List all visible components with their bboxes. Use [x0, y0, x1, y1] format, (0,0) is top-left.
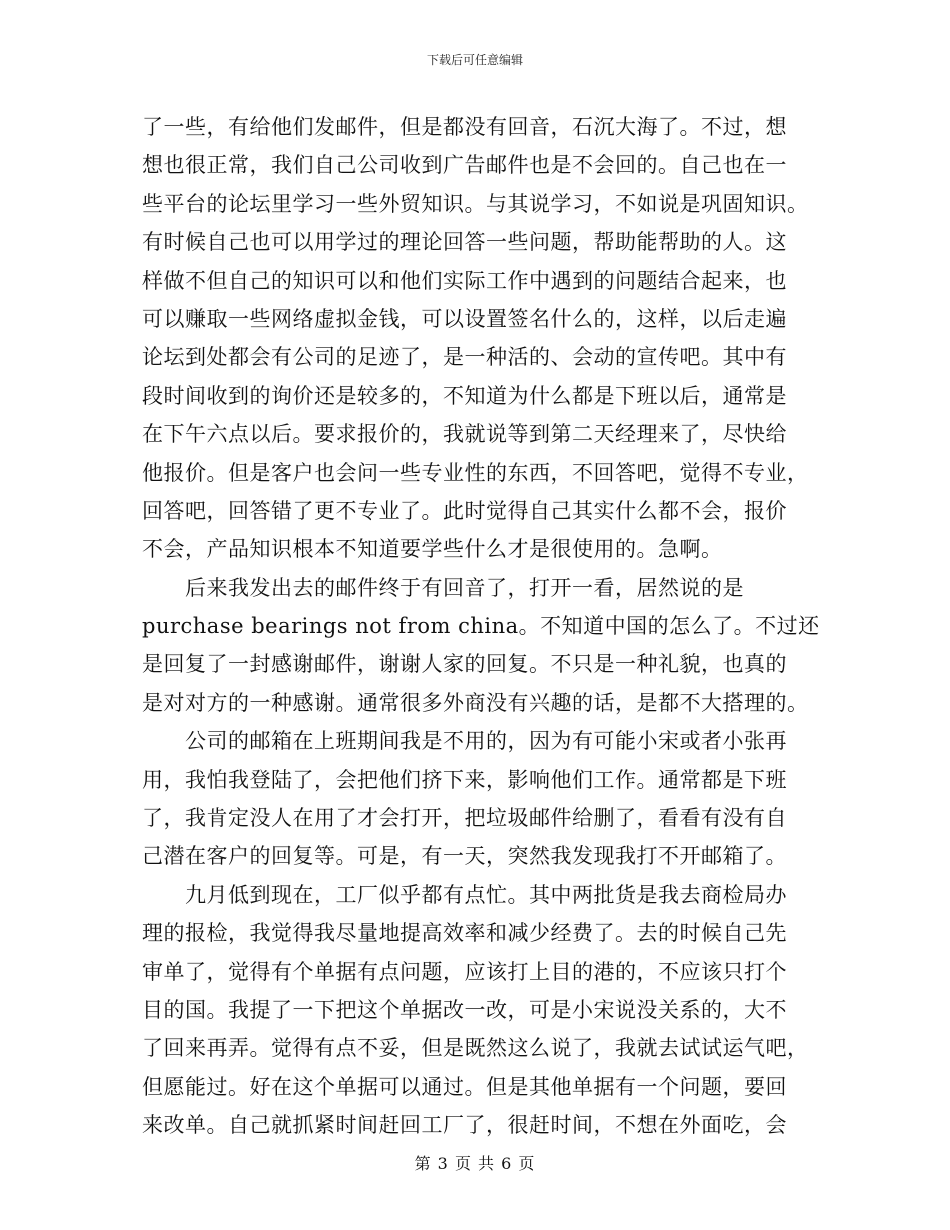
body-line: 九月低到现在，工厂似乎都有点忙。其中两批货是我去商检局办 [185, 882, 787, 907]
body-line: 来改单。自己就抓紧时间赶回工厂了，很赶时间，不想在外面吃，会 [142, 1113, 787, 1138]
body-line: 用，我怕我登陆了，会把他们挤下来，影响他们工作。通常都是下班 [142, 767, 787, 792]
body-line: 论坛到处都会有公司的足迹了，是一种活的、会动的宣传吧。其中有 [142, 345, 787, 370]
body-line: purchase bearings not from china。不知道中国的怎么了。不过还 [142, 614, 820, 639]
body-line: 了，我肯定没人在用了才会打开，把垃圾邮件给删了，看看有没有自 [142, 806, 787, 831]
body-line: 后来我发出去的邮件终于有回音了，打开一看，居然说的是 [185, 575, 744, 600]
body-line: 不会，产品知识根本不知道要学些什么才是很使用的。急啊。 [142, 537, 723, 562]
body-line: 己潜在客户的回复等。可是，有一天，突然我发现我打不开邮箱了。 [142, 844, 787, 869]
document-body [142, 108, 820, 1145]
body-line: 在下午六点以后。要求报价的，我就说等到第二天经理来了，尽快给 [142, 422, 787, 447]
body-line: 是回复了一封感谢邮件，谢谢人家的回复。不只是一种礼貌，也真的 [142, 652, 787, 677]
body-line: 他报价。但是客户也会问一些专业性的东西，不回答吧，觉得不专业， [142, 460, 809, 485]
body-line: 是对对方的一种感谢。通常很多外商没有兴趣的话，是都不大搭理的。 [142, 690, 809, 715]
page-footer: 第 3 页 共 6 页 [414, 1154, 536, 1173]
body-line: 理的报检，我觉得我尽量地提高效率和减少经费了。去的时候自己先 [142, 921, 787, 946]
body-line: 回答吧，回答错了更不专业了。此时觉得自己其实什么都不会，报价 [142, 498, 787, 523]
body-line: 了回来再弄。觉得有点不妥，但是既然这么说了，我就去试试运气吧， [142, 1036, 809, 1061]
body-line: 想也很正常，我们自己公司收到广告邮件也是不会回的。自己也在一 [142, 153, 787, 178]
body-line: 公司的邮箱在上班期间我是不用的，因为有可能小宋或者小张再 [185, 729, 787, 754]
body-line: 些平台的论坛里学习一些外贸知识。与其说学习，不如说是巩固知识。 [142, 191, 809, 216]
body-line: 可以赚取一些网络虚拟金钱，可以设置签名什么的，这样，以后走遍 [142, 306, 787, 331]
body-line: 样做不但自己的知识可以和他们实际工作中遇到的问题结合起来，也 [142, 268, 787, 293]
body-line: 了一些，有给他们发邮件，但是都没有回音，石沉大海了。不过，想 [142, 115, 787, 139]
page-header: 下载后可任意编辑 [426, 53, 523, 67]
body-line: 目的国。我提了一下把这个单据改一改，可是小宋说没关系的，大不 [142, 997, 787, 1022]
body-line: 审单了，觉得有个单据有点问题，应该打上目的港的，不应该只打个 [142, 959, 787, 984]
body-line: 有时候自己也可以用学过的理论回答一些问题，帮助能帮助的人。这 [142, 230, 787, 255]
body-line: 但愿能过。好在这个单据可以通过。但是其他单据有一个问题，要回 [142, 1074, 787, 1099]
body-line: 段时间收到的询价还是较多的，不知道为什么都是下班以后，通常是 [142, 383, 787, 408]
